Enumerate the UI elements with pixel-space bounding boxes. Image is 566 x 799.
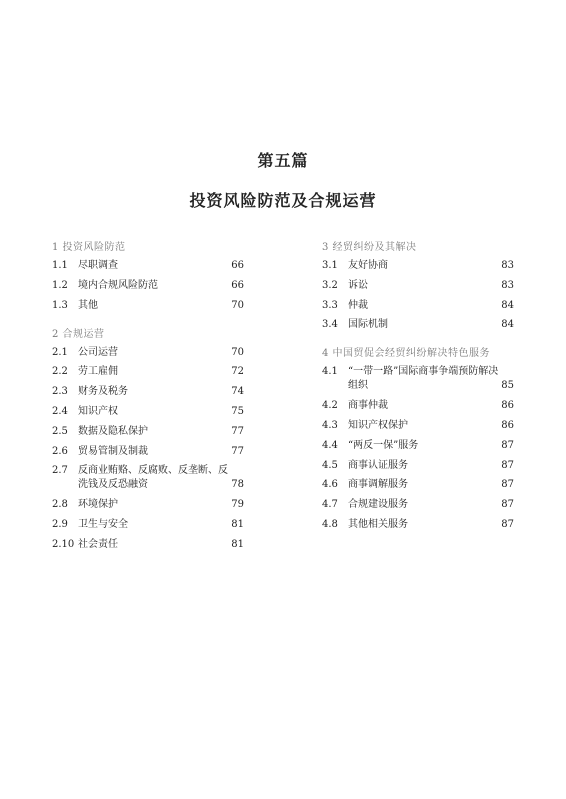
entry-page-number: 84	[501, 319, 514, 331]
entry-label: 商事认证服务	[348, 459, 408, 471]
toc-entry[interactable]	[322, 459, 514, 473]
entry-number: 2.2	[52, 366, 68, 378]
entry-label: 知识产权保护	[348, 419, 408, 431]
entry-label: 诉讼	[348, 279, 368, 291]
part-subtitle: 投资风险防范及合规运营	[189, 191, 377, 210]
entry-label: “两反一保”服务	[348, 439, 419, 451]
entry-number: 4.3	[322, 419, 338, 431]
entry-label: 数据及隐私保护	[78, 425, 148, 437]
toc-entry[interactable]	[322, 318, 514, 332]
section-heading: 2 合规运营	[52, 328, 105, 340]
entry-page-number: 87	[501, 439, 514, 451]
toc-entry[interactable]	[322, 478, 514, 492]
toc-section	[52, 327, 244, 552]
entry-number: 1.3	[52, 299, 68, 311]
toc-entry[interactable]	[52, 518, 244, 532]
entry-page-number: 77	[231, 445, 244, 457]
toc-entry[interactable]	[52, 385, 244, 399]
entry-label: 其他相关服务	[348, 518, 408, 530]
toc-entry[interactable]	[322, 498, 514, 512]
toc-column-right	[322, 240, 514, 546]
entry-label: 尽职调查	[78, 260, 118, 271]
entry-label: 商事仲裁	[348, 400, 388, 412]
entry-page-number: 87	[501, 518, 514, 530]
entry-label: 环境保护	[78, 499, 118, 511]
toc-entry[interactable]	[52, 365, 244, 379]
toc-section	[322, 346, 514, 532]
entry-number: 4.1	[322, 366, 338, 378]
toc-entry[interactable]	[322, 419, 514, 433]
entry-page-number: 86	[501, 419, 514, 431]
entry-page-number: 86	[501, 400, 514, 412]
entry-label: 反商业贿赂、反腐败、反垄断、反洗钱及反恐融资	[78, 465, 228, 491]
entry-number: 2.6	[52, 445, 68, 457]
entry-label: 友好协商	[348, 260, 388, 271]
toc-entry[interactable]	[52, 498, 244, 512]
entry-label: 其他	[78, 299, 98, 311]
entry-number: 4.7	[322, 499, 338, 511]
entry-number: 3.3	[322, 299, 338, 311]
entry-label: 合规建设服务	[348, 499, 408, 511]
entry-page-number: 85	[501, 380, 514, 392]
entry-number: 2.7	[52, 465, 68, 477]
toc-entry[interactable]	[52, 538, 244, 552]
entry-number: 3.1	[322, 260, 338, 271]
part-title: 第五篇	[257, 151, 309, 170]
entry-number: 4.4	[322, 439, 338, 451]
toc-entry[interactable]	[52, 279, 244, 293]
entry-number: 2.4	[52, 405, 68, 417]
toc-entry[interactable]	[322, 399, 514, 413]
entry-label: 境内合规风险防范	[78, 279, 158, 291]
section-heading: 1 投资风险防范	[52, 242, 126, 253]
toc-entry[interactable]	[322, 259, 514, 273]
section-heading: 4 中国贸促会经贸纠纷解决特色服务	[322, 348, 491, 360]
toc-entry[interactable]	[52, 405, 244, 419]
entry-label: 贸易管制及制裁	[78, 445, 148, 457]
entry-label: “一带一路”国际商事争端预防解决组织	[348, 366, 499, 392]
section-heading: 3 经贸纠纷及其解决	[322, 242, 417, 253]
entry-label: 卫生与安全	[78, 518, 128, 530]
entry-page-number: 66	[231, 260, 244, 271]
entry-number: 1.1	[52, 260, 68, 271]
entry-page-number: 87	[501, 499, 514, 511]
entry-page-number: 70	[231, 346, 244, 358]
entry-label: 国际机制	[348, 319, 388, 331]
entry-label: 商事调解服务	[348, 479, 408, 491]
entry-page-number: 87	[501, 459, 514, 471]
entry-page-number: 81	[231, 538, 244, 550]
entry-label: 社会责任	[78, 538, 118, 550]
entry-page-number: 66	[231, 279, 244, 291]
entry-page-number: 87	[501, 479, 514, 491]
entry-page-number: 83	[501, 260, 514, 271]
entry-page-number: 72	[231, 366, 244, 378]
toc-column-left	[52, 240, 244, 566]
toc-entry[interactable]	[52, 425, 244, 439]
toc-entry[interactable]	[322, 439, 514, 453]
entry-page-number: 83	[501, 279, 514, 291]
entry-label: 公司运营	[78, 346, 118, 358]
entry-page-number: 70	[231, 299, 244, 311]
toc-entry[interactable]	[322, 299, 514, 313]
entry-number: 3.4	[322, 319, 338, 331]
toc-entry[interactable]	[322, 365, 514, 393]
toc-entry[interactable]	[52, 259, 244, 273]
toc-entry[interactable]	[52, 464, 244, 492]
toc-entry[interactable]	[52, 299, 244, 313]
entry-label: 知识产权	[78, 405, 118, 417]
entry-number: 2.10	[52, 538, 75, 550]
toc-entry[interactable]	[322, 279, 514, 293]
entry-number: 2.5	[52, 425, 68, 437]
toc-section	[322, 240, 514, 332]
entry-page-number: 79	[231, 499, 244, 511]
toc-entry[interactable]	[52, 445, 244, 459]
entry-number: 4.8	[322, 518, 338, 530]
entry-number: 4.6	[322, 479, 338, 491]
entry-page-number: 74	[231, 386, 244, 398]
toc-entry[interactable]	[52, 346, 244, 360]
entry-page-number: 84	[501, 299, 514, 311]
entry-label: 财务及税务	[78, 386, 128, 398]
entry-number: 2.3	[52, 386, 68, 398]
toc-section	[52, 240, 244, 313]
entry-label: 劳工雇佣	[78, 366, 118, 378]
entry-number: 2.8	[52, 499, 68, 511]
entry-number: 4.2	[322, 400, 338, 412]
entry-page-number: 81	[231, 518, 244, 530]
entry-page-number: 77	[231, 425, 244, 437]
entry-label: 仲裁	[348, 299, 368, 311]
entry-number: 2.9	[52, 518, 68, 530]
entry-number: 3.2	[322, 279, 338, 291]
entry-number: 4.5	[322, 459, 338, 471]
entry-number: 2.1	[52, 346, 68, 358]
entry-number: 1.2	[52, 279, 68, 291]
toc-entry[interactable]	[322, 518, 514, 532]
entry-page-number: 78	[231, 479, 244, 491]
entry-page-number: 75	[231, 405, 244, 417]
